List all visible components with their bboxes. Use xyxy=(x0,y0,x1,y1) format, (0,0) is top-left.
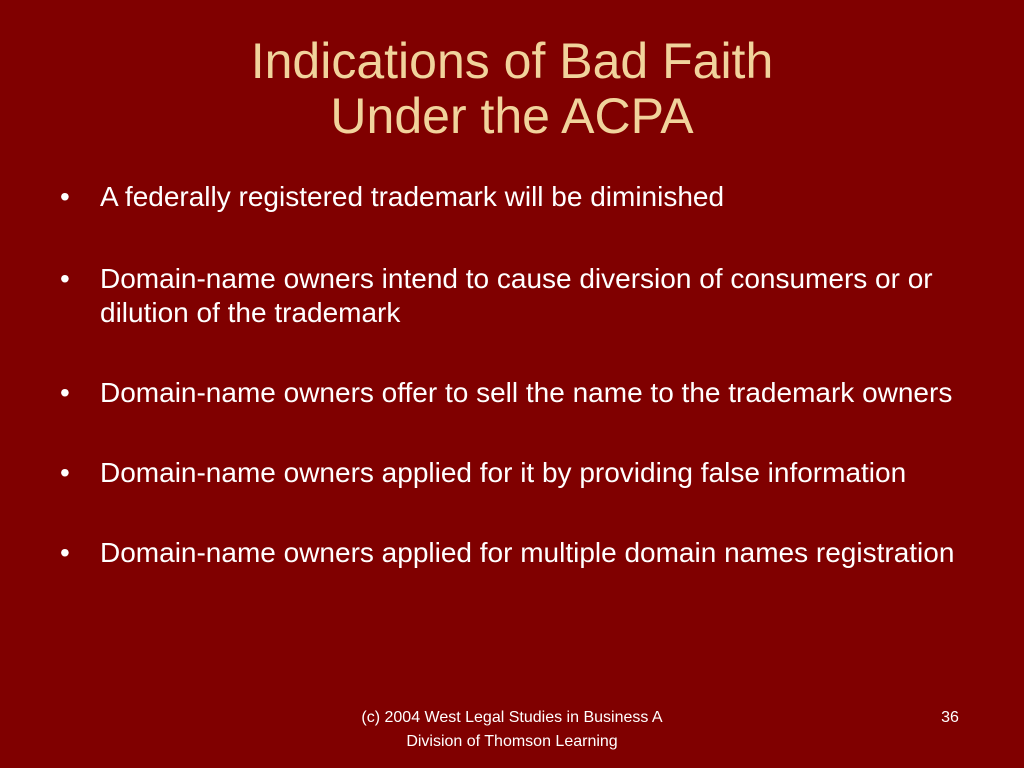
bullet-dot-icon: • xyxy=(60,457,70,488)
title-line-2: Under the ACPA xyxy=(330,88,694,144)
bullet-item-1 xyxy=(56,180,976,214)
bullet-dot-icon: • xyxy=(60,537,70,568)
bullet-text-3: Domain-name owners offer to sell the name to the trademark owners xyxy=(100,377,953,408)
bullet-text-4: Domain-name owners applied for it by providing false information xyxy=(100,457,907,488)
bullet-item-2 xyxy=(56,262,976,330)
footer-copyright: (c) 2004 West Legal Studies in Business A Division of Thomson Learning xyxy=(361,709,663,750)
bullet-dot-icon: • xyxy=(60,263,70,294)
title-line-1: Indications of Bad Faith xyxy=(250,33,774,89)
bullet-text-2: Domain-name owners intend to cause diversion of consumers or or dilution of the trademark xyxy=(100,263,933,328)
bullet-item-5 xyxy=(56,536,976,570)
page-number: 36 xyxy=(941,709,959,726)
bullet-item-3 xyxy=(56,376,976,410)
bullet-dot-icon: • xyxy=(60,181,70,212)
bullet-list xyxy=(56,180,976,616)
bullet-text-5: Domain-name owners applied for multiple domain names registration xyxy=(100,537,955,568)
bullet-dot-icon: • xyxy=(60,377,70,408)
bullet-text-1: A federally registered trademark will be diminished xyxy=(100,181,725,212)
bullet-item-4 xyxy=(56,456,976,490)
slide-title xyxy=(0,34,1024,144)
